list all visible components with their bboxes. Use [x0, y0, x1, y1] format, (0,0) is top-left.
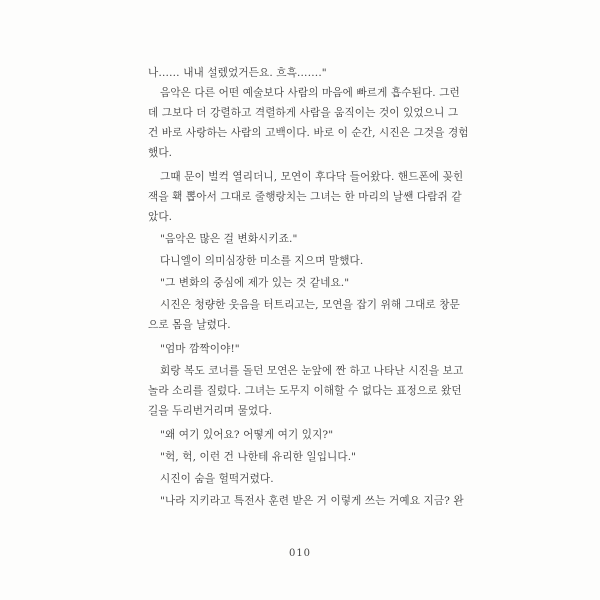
text-line: 회랑 복도 코너를 돌던 모연은 눈앞에 짠 하고 나타난 시진을 보고	[160, 365, 464, 377]
text-line: 다니엘이 의미심장한 미소를 지으며 말했다.	[160, 255, 364, 267]
text-line: "헉, 헉, 이런 건 나한테 유리한 일입니다."	[160, 451, 357, 463]
text-line: 잭을 홱 뽑아서 그대로 줄행랑치는 그녀는 한 마리의 날쌘 다람쥐 같	[148, 191, 462, 203]
text-line: 놀라 소리를 질렀다. 그녀는 도무지 이해할 수 없다는 표정으로 왔던	[148, 385, 462, 397]
text-line: 했다.	[148, 147, 173, 159]
text-line: "그 변화의 중심에 제가 있는 것 같네요."	[160, 277, 350, 289]
text-line: 데 그보다 더 강렬하고 격렬하게 사람을 움직이는 것이 있었으니 그	[148, 107, 459, 119]
text-line: 건 바로 사랑하는 사람의 고백이다. 바로 이 순간, 시진은 그것을 경험	[148, 127, 469, 139]
text-line: "음악은 많은 걸 변화시키죠."	[160, 233, 298, 245]
text-line: 았다.	[148, 211, 173, 223]
page-number: 010	[288, 548, 312, 559]
text-line: 시진은 청량한 웃음을 터트리고는, 모연을 잡기 위해 그대로 창문	[160, 299, 460, 311]
text-line: 길을 두리번거리며 물었다.	[148, 405, 273, 417]
text-line: 으로 몸을 날렸다.	[148, 319, 231, 331]
text-line: 시진이 숨을 헐떡거렸다.	[160, 473, 274, 485]
text-line: 음악은 다른 어떤 예술보다 사람의 마음에 빠르게 흡수된다. 그런	[160, 87, 460, 99]
text-line: "왜 여기 있어요? 어떻게 여기 있지?"	[160, 429, 334, 441]
text-line: "나라 지키라고 특전사 훈련 받은 거 이렇게 쓰는 거예요 지금? 완	[160, 495, 464, 507]
text-line: 그때 문이 벌컥 열리더니, 모연이 후다닥 들어왔다. 핸드폰에 꽂힌	[160, 171, 464, 183]
text-line: "엄마 깜짝이야!"	[160, 343, 240, 355]
text-line: 나…… 내내 설렜었거든요. 흐흑……."	[148, 67, 327, 79]
